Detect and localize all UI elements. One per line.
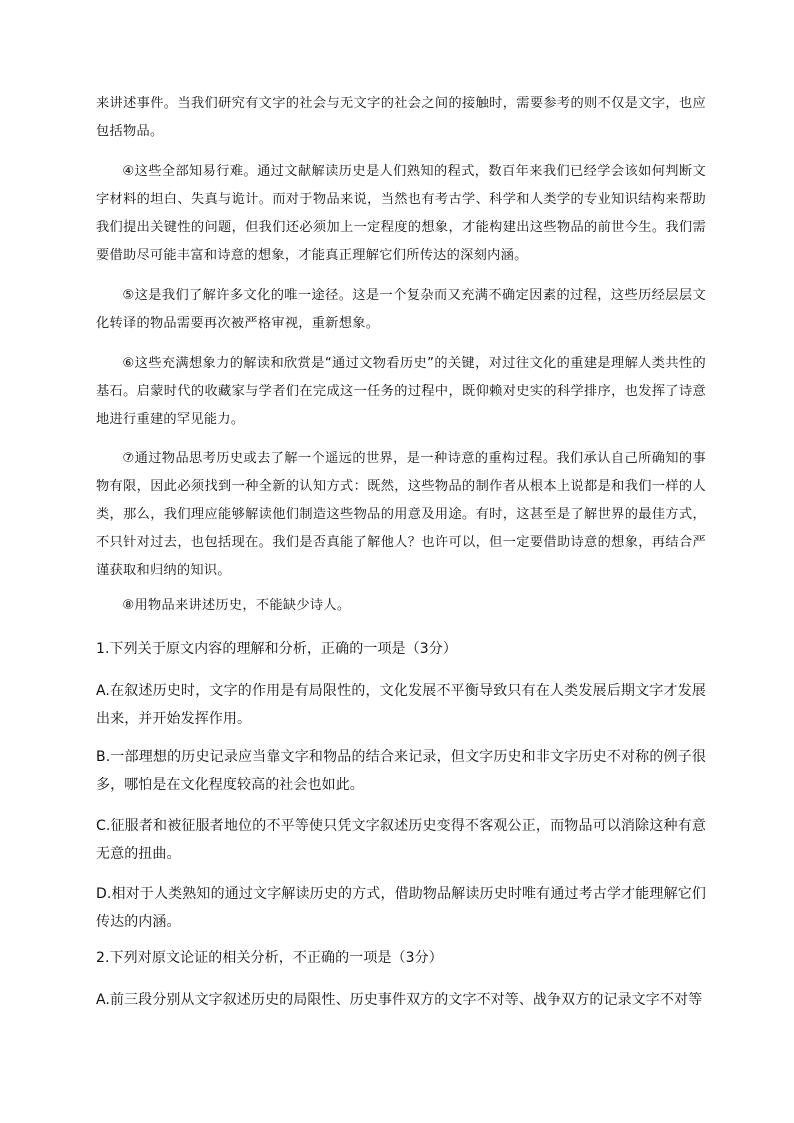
passage-paragraph-5 <box>96 282 706 338</box>
paragraph-5: ⑤这是我们了解许多文化的唯一途径。这是一个复杂而又充满不确定因素的过程，这些历经层层文化转译的物品需要再次被严格审视，重新想象。 <box>96 288 706 331</box>
question-1-stem: 1.下列关于原文内容的理解和分析，正确的一项是（3分） <box>96 641 457 657</box>
passage-paragraph-6 <box>96 350 706 434</box>
question-1-option-b-block <box>96 743 706 799</box>
question-2-option-a: A.前三段分别从文字叙述历史的局限性、历史事件双方的文字不对等、战争双方的记录文字不对等 <box>96 992 703 1008</box>
passage-paragraph-7 <box>96 445 706 585</box>
question-1-option-c-block <box>96 812 706 868</box>
question-2-stem: 2.下列对原文论证的相关分析，不正确的一项是（3分） <box>96 950 443 966</box>
question-2-stem-block <box>96 944 706 972</box>
question-2-option-a-block <box>96 986 706 1014</box>
passage-continuation <box>96 90 706 146</box>
paragraph-8: ⑧用物品来讲述历史，不能缺少诗人。 <box>122 598 351 613</box>
question-1-option-a: A.在叙述历史时，文字的作用是有局限性的，文化发展不平衡导致只有在人类发展后期文字才发展出来，并开始发挥作用。 <box>96 683 706 727</box>
passage-paragraph-4 <box>96 158 706 270</box>
paragraph-continued: 来讲述事件。当我们研究有文字的社会与无文字的社会之间的接触时，需要参考的则不仅是文字，也应包括物品。 <box>96 96 706 139</box>
question-1-option-d: D.相对于人类熟知的通过文字解读历史的方式，借助物品解读历史时唯有通过考古学才能理解它们传达的内涵。 <box>96 886 706 930</box>
question-1-option-b: B.一部理想的历史记录应当靠文字和物品的结合来记录，但文字历史和非文字历史不对称的例子很多，哪怕是在文化程度较高的社会也如此。 <box>96 749 706 793</box>
question-1-option-c: C.征服者和被征服者地位的不平等使只凭文字叙述历史变得不客观公正，而物品可以消除这种有意无意的扭曲。 <box>96 818 706 862</box>
paragraph-7: ⑦通过物品思考历史或去了解一个遥远的世界，是一种诗意的重构过程。我们承认自己所确知的事物有限，因此必须找到一种全新的认知方式：既然，这些物品的制作者从根本上说都是和我们一样的人类，那么，我们理应能够解读他们制造这些物品的用意及用途。有时，这甚至是了解世界的最佳方式，不只针对过去，也包括现在。我们是否真能了解他人？也许可以，但一定要借助诗意的想象，再结合严谨获取和归纳的知识。 <box>96 451 706 578</box>
question-1-stem-block <box>96 635 706 663</box>
paragraph-4: ④这些全部知易行难。通过文献解读历史是人们熟知的程式，数百年来我们已经学会该如何判断文字材料的坦白、失真与诡计。而对于物品来说，当然也有考古学、科学和人类学的专业知识结构来帮助我们提出关键性的问题，但我们还必须加上一定程度的想象，才能构建出这些物品的前世今生。我们需要借助尽可能丰富和诗意的想象，才能真正理解它们所传达的深刻内涵。 <box>96 164 706 263</box>
question-1-option-d-block <box>96 880 706 936</box>
passage-paragraph-8 <box>96 592 706 620</box>
question-1-option-a-block <box>96 677 706 733</box>
paragraph-6: ⑥这些充满想象力的解读和欣赏是“通过文物看历史”的关键，对过往文化的重建是理解人类共性的基石。启蒙时代的收藏家与学者们在完成这一任务的过程中，既仰赖对史实的科学排序，也发挥了诗意地进行重建的罕见能力。 <box>96 356 706 427</box>
